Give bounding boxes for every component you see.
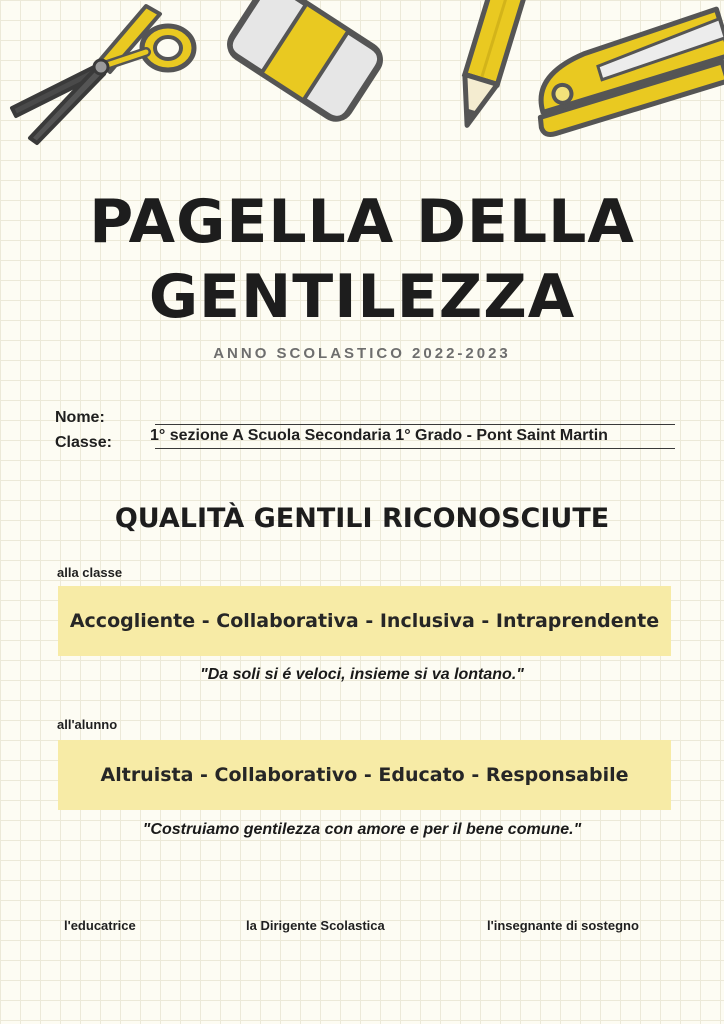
class-underline	[155, 448, 675, 449]
stapler-icon	[523, 9, 724, 137]
pencil-icon	[451, 0, 530, 130]
stationery-illustrations	[0, 0, 724, 150]
signature-principal: la Dirigente Scolastica	[246, 918, 385, 933]
student-quote: "Costruiamo gentilezza con amore e per il bene comune."	[142, 821, 582, 838]
eraser-icon	[223, 0, 386, 125]
class-label: Classe:	[55, 434, 112, 451]
school-year-subtitle: ANNO SCOLASTICO 2022-2023	[213, 345, 511, 362]
class-quote: "Da soli si é veloci, insieme si va lontano."	[200, 666, 524, 683]
class-qualities-text: Accogliente - Collaborativa - Inclusiva - Intraprendente	[69, 610, 660, 632]
signature-support-teacher: l'insegnante di sostegno	[487, 918, 639, 933]
page-title-line2: GENTILEZZA	[148, 262, 576, 332]
class-qualities-band	[58, 586, 671, 656]
page-title-line1: PAGELLA DELLA	[89, 187, 635, 257]
class-value: 1° sezione A Scuola Secondaria 1° Grado - Pont Saint Martin	[150, 427, 608, 444]
signature-educator: l'educatrice	[64, 918, 136, 933]
student-qualities-band	[58, 740, 671, 810]
student-qualities-text: Altruista - Collaborativo - Educato - Responsabile	[100, 764, 629, 786]
name-underline	[155, 424, 675, 425]
name-label: Nome:	[55, 409, 105, 426]
qualities-heading: QUALITÀ GENTILI RICONOSCIUTE	[114, 503, 610, 534]
student-section-label: all'alunno	[57, 717, 118, 732]
class-section-label: alla classe	[57, 565, 123, 580]
scissors-icon	[12, 6, 194, 143]
